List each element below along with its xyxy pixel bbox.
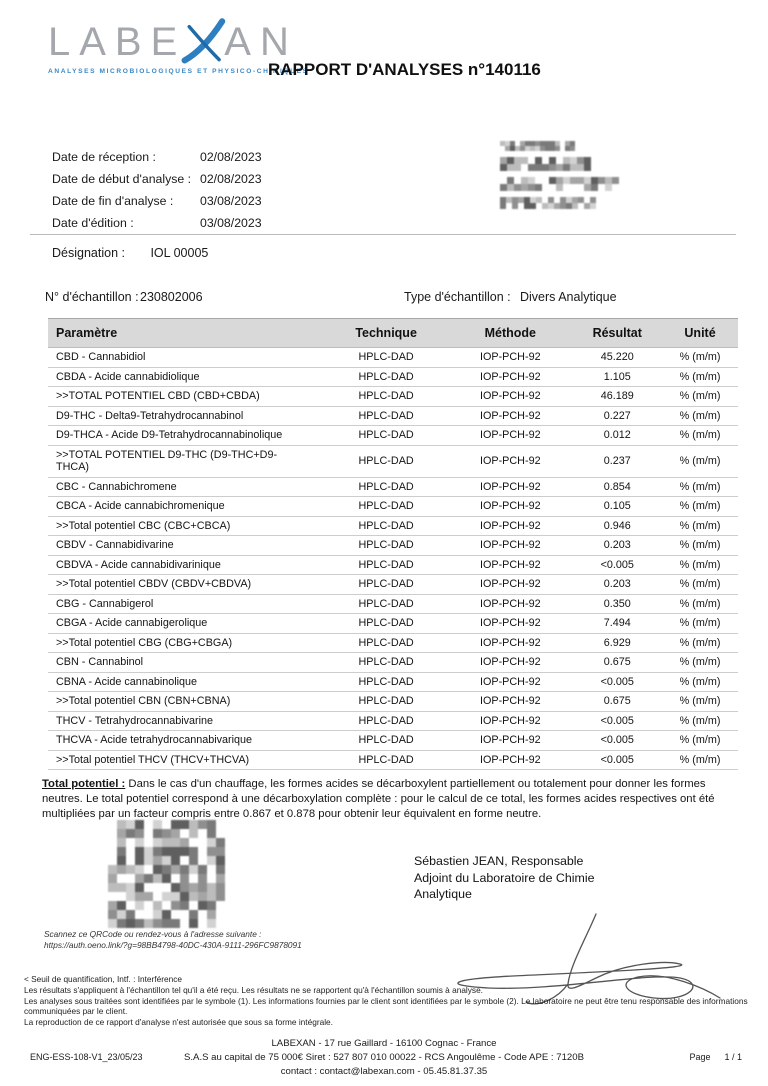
column-header: Paramètre <box>48 319 324 348</box>
table-row <box>48 516 738 536</box>
sample-number-label: N° d'échantillon : <box>45 290 139 304</box>
table-cell: IOP-PCH-92 <box>448 731 572 751</box>
table-cell: 0.227 <box>572 406 662 426</box>
logo-text-left: LABE <box>48 20 187 64</box>
table-cell: IOP-PCH-92 <box>448 426 572 446</box>
table-cell: 0.675 <box>572 692 662 712</box>
redacted-line <box>500 157 619 171</box>
table-cell: 0.203 <box>572 575 662 595</box>
table-cell: % (m/m) <box>662 387 738 407</box>
table-cell: 0.012 <box>572 426 662 446</box>
qr-caption-url: https://auth.oeno.link/?g=98BB4798-40DC-430A-9111-296FC9878091 <box>44 940 302 950</box>
table-cell: IOP-PCH-92 <box>448 367 572 387</box>
table-cell: HPLC-DAD <box>324 348 448 368</box>
signatory-block <box>414 853 594 903</box>
table-row <box>48 594 738 614</box>
designation-value: IOL 00005 <box>150 246 209 260</box>
table-cell: IOP-PCH-92 <box>448 406 572 426</box>
date-row <box>52 194 262 216</box>
date-label: Date de fin d'analyse : <box>52 194 174 208</box>
table-cell: % (m/m) <box>662 516 738 536</box>
table-cell: IOP-PCH-92 <box>448 633 572 653</box>
table-cell: <0.005 <box>572 731 662 751</box>
table-cell: HPLC-DAD <box>324 692 448 712</box>
table-cell: <0.005 <box>572 711 662 731</box>
page-value: 1 / 1 <box>724 1052 742 1062</box>
column-header: Unité <box>662 319 738 348</box>
table-row <box>48 555 738 575</box>
results-table-body <box>48 348 738 770</box>
table-cell: CBGA - Acide cannabigerolique <box>48 614 324 634</box>
qr-code <box>108 820 225 928</box>
table-row <box>48 711 738 731</box>
table-cell: HPLC-DAD <box>324 445 448 477</box>
table-cell: % (m/m) <box>662 711 738 731</box>
table-row <box>48 536 738 556</box>
sample-type-value: Divers Analytique <box>520 290 617 304</box>
table-cell: >>Total potentiel CBDV (CBDV+CBDVA) <box>48 575 324 595</box>
table-row <box>48 477 738 497</box>
signatory-line1: Sébastien JEAN, Responsable <box>414 854 584 868</box>
table-cell: IOP-PCH-92 <box>448 711 572 731</box>
table-cell: THCV - Tetrahydrocannabivarine <box>48 711 324 731</box>
footer-address-line1: LABEXAN - 17 rue Gaillard - 16100 Cognac - France <box>271 1038 497 1049</box>
sample-number-value: 230802006 <box>140 290 203 304</box>
table-cell: IOP-PCH-92 <box>448 672 572 692</box>
table-cell: % (m/m) <box>662 750 738 770</box>
designation-row <box>52 246 208 260</box>
table-cell: HPLC-DAD <box>324 426 448 446</box>
table-cell: HPLC-DAD <box>324 614 448 634</box>
document-code: ENG-ESS-108-V1_23/05/23 <box>30 1052 143 1062</box>
table-cell: CBDA - Acide cannabidiolique <box>48 367 324 387</box>
redacted-line <box>500 197 619 209</box>
table-cell: HPLC-DAD <box>324 750 448 770</box>
sample-type-label: Type d'échantillon : <box>404 290 511 304</box>
table-cell: HPLC-DAD <box>324 497 448 517</box>
table-cell: IOP-PCH-92 <box>448 692 572 712</box>
table-cell: IOP-PCH-92 <box>448 594 572 614</box>
table-row <box>48 387 738 407</box>
results-table <box>48 318 738 770</box>
table-cell: % (m/m) <box>662 426 738 446</box>
table-cell: CBN - Cannabinol <box>48 653 324 673</box>
table-cell: IOP-PCH-92 <box>448 653 572 673</box>
table-row <box>48 614 738 634</box>
table-cell: % (m/m) <box>662 477 738 497</box>
table-cell: HPLC-DAD <box>324 711 448 731</box>
date-value: 03/08/2023 <box>200 194 262 208</box>
table-cell: HPLC-DAD <box>324 387 448 407</box>
table-row <box>48 672 738 692</box>
table-cell: <0.005 <box>572 750 662 770</box>
table-cell: >>TOTAL POTENTIEL D9-THC (D9-THC+D9-THCA) <box>48 445 324 477</box>
table-cell: 0.854 <box>572 477 662 497</box>
table-cell: HPLC-DAD <box>324 653 448 673</box>
table-cell: IOP-PCH-92 <box>448 516 572 536</box>
note-text: Dans le cas d'un chauffage, les formes acides se décarboxylent partiellement ou totalement pour donner les formes neutres. Le total potentiel correspond à une décarboxylation complète : pour le calcul de ce total, les formes acides respectives ont été multipliées par un facteur compris entre 0.867 et 0.878 pour obtenir leur équivalent en forme neutre. <box>42 778 715 820</box>
logo-tagline: ANALYSES MICROBIOLOGIQUES ET PHYSICO-CHIMIQUES <box>48 68 309 75</box>
table-row <box>48 426 738 446</box>
table-row <box>48 692 738 712</box>
footer-address-line2: S.A.S au capital de 75 000€ Siret : 527 807 010 00022 - RCS Angoulême - Code APE : 7120B <box>183 1052 584 1063</box>
footnotes-block <box>24 974 764 1028</box>
qr-caption <box>44 929 302 951</box>
table-cell: D9-THCA - Acide D9-Tetrahydrocannabinolique <box>48 426 324 446</box>
date-row <box>52 150 262 172</box>
redacted-line <box>500 177 619 191</box>
date-value: 02/08/2023 <box>200 150 262 164</box>
table-row <box>48 633 738 653</box>
column-header: Résultat <box>572 319 662 348</box>
table-header-row <box>48 319 738 348</box>
footnote-line: Les résultats s'appliquent à l'échantillon tel qu'il a été reçu. Les résultats ne se rapportent qu'à l'échantillon soumis à analyse. <box>24 984 483 995</box>
results-section <box>42 318 738 822</box>
table-cell: IOP-PCH-92 <box>448 477 572 497</box>
table-cell: 7.494 <box>572 614 662 634</box>
footnote-line: Les analyses sous traitées sont identifiées par le symbole (1). Les informations fournies par le client sont identifiées par le symbole (2). Le laboratoire ne peut être tenu responsable des informations communiquées par le client. <box>24 995 748 1017</box>
redacted-line <box>500 141 619 151</box>
table-cell: % (m/m) <box>662 614 738 634</box>
table-cell: % (m/m) <box>662 367 738 387</box>
redacted-client-info <box>500 141 619 215</box>
footnote-line: < Seuil de quantification, Intf. : Interférence <box>24 974 182 984</box>
table-cell: HPLC-DAD <box>324 477 448 497</box>
table-cell: 6.929 <box>572 633 662 653</box>
table-cell: 0.203 <box>572 536 662 556</box>
table-cell: % (m/m) <box>662 445 738 477</box>
table-cell: % (m/m) <box>662 497 738 517</box>
table-cell: CBCA - Acide cannabichromenique <box>48 497 324 517</box>
table-cell: CBD - Cannabidiol <box>48 348 324 368</box>
table-cell: % (m/m) <box>662 633 738 653</box>
signatory-line3: Analytique <box>414 887 472 901</box>
table-cell: HPLC-DAD <box>324 633 448 653</box>
column-header: Méthode <box>448 319 572 348</box>
table-cell: 0.675 <box>572 653 662 673</box>
table-cell: % (m/m) <box>662 731 738 751</box>
table-row <box>48 653 738 673</box>
table-cell: IOP-PCH-92 <box>448 348 572 368</box>
table-cell: % (m/m) <box>662 536 738 556</box>
table-cell: HPLC-DAD <box>324 367 448 387</box>
page-indicator <box>689 1052 742 1062</box>
footnote-line: La reproduction de ce rapport d'analyse n'est autorisée que sous sa forme intégrale. <box>24 1017 333 1028</box>
table-cell: D9-THC - Delta9-Tetrahydrocannabinol <box>48 406 324 426</box>
table-row <box>48 445 738 477</box>
table-row <box>48 750 738 770</box>
table-cell: % (m/m) <box>662 575 738 595</box>
table-cell: CBNA - Acide cannabinolique <box>48 672 324 692</box>
table-row <box>48 497 738 517</box>
table-cell: >>Total potentiel CBG (CBG+CBGA) <box>48 633 324 653</box>
logo-wordmark <box>48 18 309 66</box>
date-value: 03/08/2023 <box>200 216 262 230</box>
table-cell: CBC - Cannabichromene <box>48 477 324 497</box>
table-cell: CBG - Cannabigerol <box>48 594 324 614</box>
date-label: Date de début d'analyse : <box>52 172 192 186</box>
table-cell: <0.005 <box>572 555 662 575</box>
table-cell: HPLC-DAD <box>324 516 448 536</box>
table-cell: >>TOTAL POTENTIEL CBD (CBD+CBDA) <box>48 387 324 407</box>
date-label: Date d'édition : <box>52 216 134 230</box>
table-cell: % (m/m) <box>662 555 738 575</box>
table-cell: >>Total potentiel CBC (CBC+CBCA) <box>48 516 324 536</box>
signatory-line2: Adjoint du Laboratoire de Chimie <box>414 870 595 885</box>
table-cell: HPLC-DAD <box>324 672 448 692</box>
table-cell: IOP-PCH-92 <box>448 750 572 770</box>
date-label: Date de réception : <box>52 150 156 164</box>
table-cell: >>Total potentiel CBN (CBN+CBNA) <box>48 692 324 712</box>
date-row <box>52 172 262 194</box>
footer-address-line3: contact : contact@labexan.com - 05.45.81.37.35 <box>280 1066 488 1077</box>
table-cell: % (m/m) <box>662 653 738 673</box>
table-cell: HPLC-DAD <box>324 575 448 595</box>
table-cell: THCVA - Acide tetrahydrocannabivarique <box>48 731 324 751</box>
table-row <box>48 406 738 426</box>
table-cell: % (m/m) <box>662 672 738 692</box>
table-cell: 45.220 <box>572 348 662 368</box>
table-row <box>48 575 738 595</box>
dates-block <box>52 150 262 238</box>
table-cell: 0.105 <box>572 497 662 517</box>
table-cell: HPLC-DAD <box>324 536 448 556</box>
report-title: RAPPORT D'ANALYSES n°140116 <box>268 60 541 79</box>
divider <box>30 234 736 235</box>
table-cell: HPLC-DAD <box>324 731 448 751</box>
table-cell: 0.350 <box>572 594 662 614</box>
column-header: Technique <box>324 319 448 348</box>
table-cell: HPLC-DAD <box>324 406 448 426</box>
designation-label: Désignation : <box>52 246 125 260</box>
logo-text-right: AN <box>224 20 298 64</box>
table-row <box>48 731 738 751</box>
table-cell: IOP-PCH-92 <box>448 575 572 595</box>
table-cell: 0.237 <box>572 445 662 477</box>
table-cell: IOP-PCH-92 <box>448 387 572 407</box>
table-cell: IOP-PCH-92 <box>448 555 572 575</box>
table-cell: <0.005 <box>572 672 662 692</box>
table-cell: IOP-PCH-92 <box>448 445 572 477</box>
table-cell: >>Total potentiel THCV (THCV+THCVA) <box>48 750 324 770</box>
logo-x-swoosh-icon <box>180 18 226 66</box>
table-cell: IOP-PCH-92 <box>448 536 572 556</box>
table-cell: % (m/m) <box>662 406 738 426</box>
note-lead: Total potentiel : <box>42 778 126 790</box>
table-cell: CBDV - Cannabidivarine <box>48 536 324 556</box>
table-cell: % (m/m) <box>662 348 738 368</box>
table-cell: % (m/m) <box>662 594 738 614</box>
page-label: Page <box>689 1052 711 1062</box>
table-cell: 46.189 <box>572 387 662 407</box>
total-potentiel-note <box>42 777 740 822</box>
table-cell: IOP-PCH-92 <box>448 614 572 634</box>
qr-caption-line1: Scannez ce QRCode ou rendez-vous à l'adresse suivante : <box>44 929 262 939</box>
table-cell: % (m/m) <box>662 692 738 712</box>
table-row <box>48 367 738 387</box>
table-row <box>48 348 738 368</box>
table-cell: HPLC-DAD <box>324 555 448 575</box>
table-cell: IOP-PCH-92 <box>448 497 572 517</box>
table-cell: HPLC-DAD <box>324 594 448 614</box>
table-cell: CBDVA - Acide cannabidivarinique <box>48 555 324 575</box>
table-cell: 0.946 <box>572 516 662 536</box>
date-value: 02/08/2023 <box>200 172 262 186</box>
table-cell: 1.105 <box>572 367 662 387</box>
